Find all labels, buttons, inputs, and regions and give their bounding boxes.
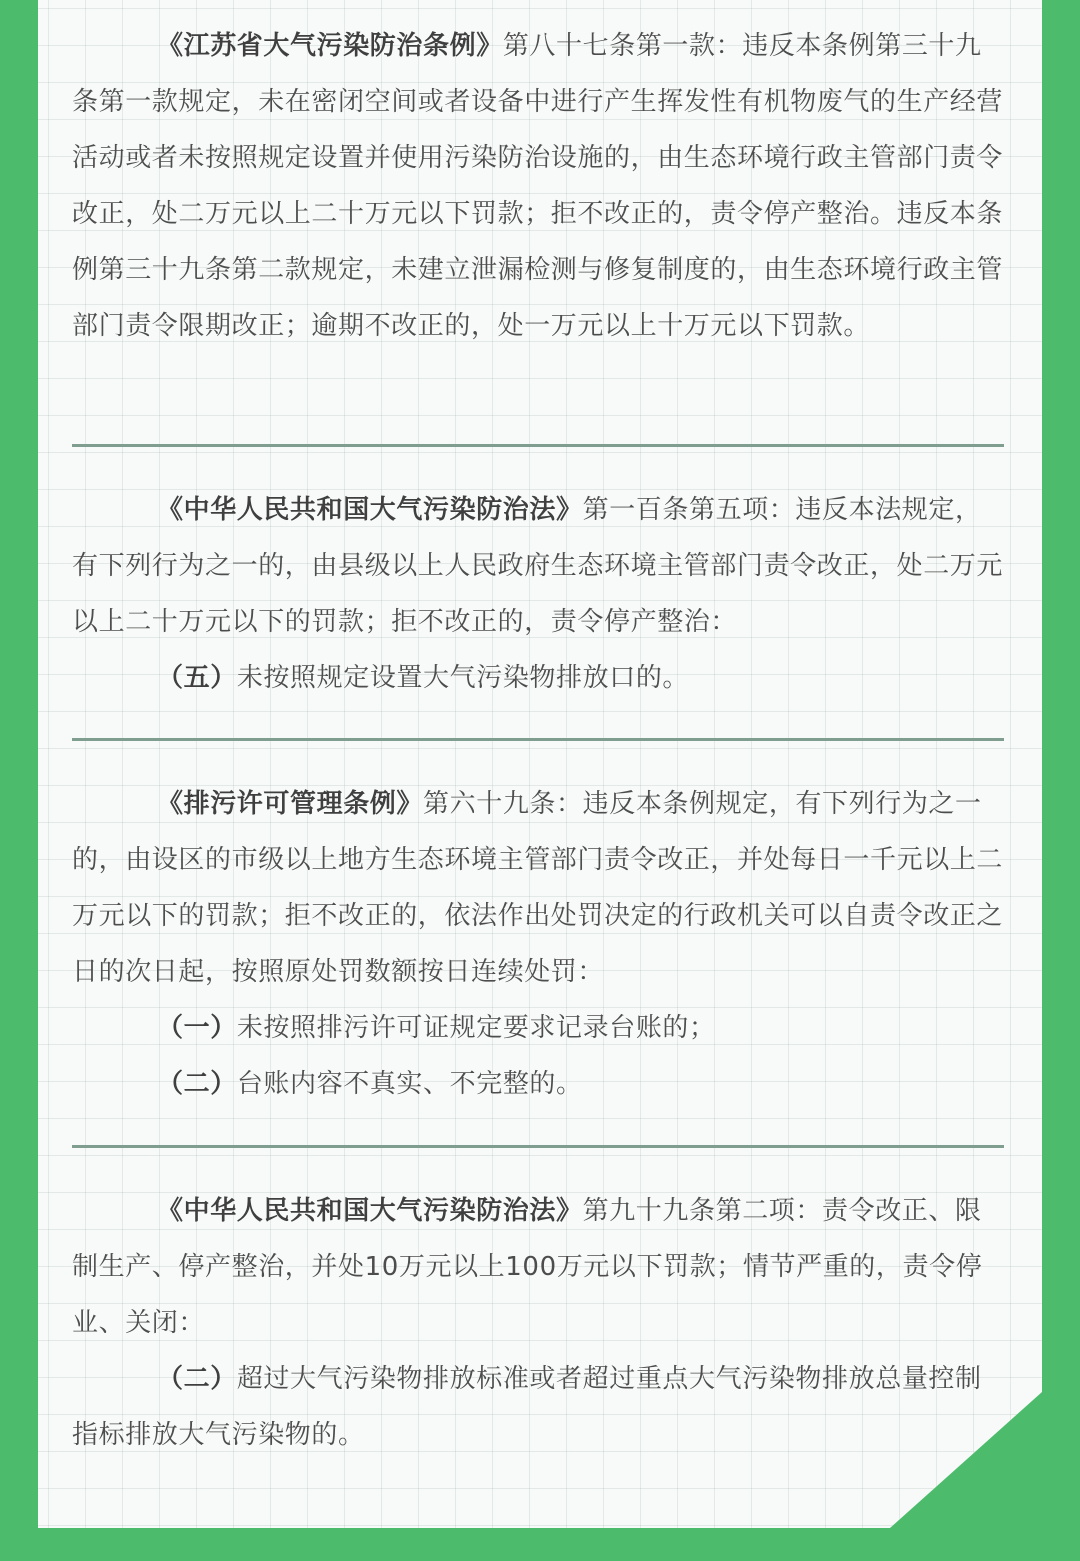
item-number: （二）: [157, 1364, 237, 1394]
item-text: 未按照排污许可证规定要求记录台账的；: [236, 1013, 716, 1043]
section-divider: [72, 1145, 1004, 1148]
law-section-jiangsu-87: [72, 18, 1008, 354]
law-item: [72, 1351, 1008, 1463]
law-paragraph: [72, 1183, 1008, 1351]
item-text: 未按照规定设置大气污染物排放口的。: [236, 663, 690, 693]
law-title: 《中华人民共和国大气污染防治法》: [157, 495, 583, 525]
law-paragraph: [72, 18, 1008, 354]
law-text: 第一百条第五项：违反本法规定，有下列行为之一的，由县级以上人民政府生态环境主管部门责令改正，处二万元以上二十万元以下的罚款；拒不改正的，责令停产整治：: [72, 495, 1004, 637]
law-text: 第六十九条：违反本条例规定，有下列行为之一的，由设区的市级以上地方生态环境主管部门责令改正，并处每日一千元以上二万元以下的罚款；拒不改正的，依法作出处罚决定的行政机关可以自责令改正之日的次日起，按照原处罚数额按日连续处罚：: [72, 789, 1004, 987]
law-item: [72, 1000, 1008, 1056]
law-item: [72, 650, 1008, 706]
law-title: 《江苏省大气污染防治条例》: [157, 31, 503, 61]
law-text: 第九十九条第二项：责令改正、限制生产、停产整治，并处10万元以上100万元以下罚款；情节严重的，责令停业、关闭：: [72, 1196, 983, 1338]
law-paragraph: [72, 482, 1008, 650]
law-title: 《排污许可管理条例》: [157, 789, 424, 819]
law-item: [72, 1056, 1008, 1112]
law-section-air-99: [72, 1183, 1008, 1463]
item-number: （二）: [157, 1069, 237, 1099]
item-text: 台账内容不真实、不完整的。: [236, 1069, 583, 1099]
item-number: （一）: [157, 1013, 237, 1043]
law-text: 第八十七条第一款：违反本条例第三十九条第一款规定，未在密闭空间或者设备中进行产生挥发性有机物废气的生产经营活动或者未按照规定设置并使用污染防治设施的，由生态环境行政主管部门责令改正，处二万元以上二十万元以下罚款；拒不改正的，责令停产整治。违反本条例第三十九条第二款规定，未建立泄漏检测与修复制度的，由生态环境行政主管部门责令限期改正；逾期不改正的，处一万元以上十万元以下罚款。: [72, 31, 1004, 341]
law-section-permit-69: [72, 776, 1008, 1112]
section-divider: [72, 738, 1004, 741]
section-divider: [72, 444, 1004, 447]
law-paragraph: [72, 776, 1008, 1000]
item-number: （五）: [157, 663, 237, 693]
law-title: 《中华人民共和国大气污染防治法》: [157, 1196, 583, 1226]
item-text: 超过大气污染物排放标准或者超过重点大气污染物排放总量控制指标排放大气污染物的。: [72, 1364, 982, 1450]
law-section-air-100: [72, 482, 1008, 706]
